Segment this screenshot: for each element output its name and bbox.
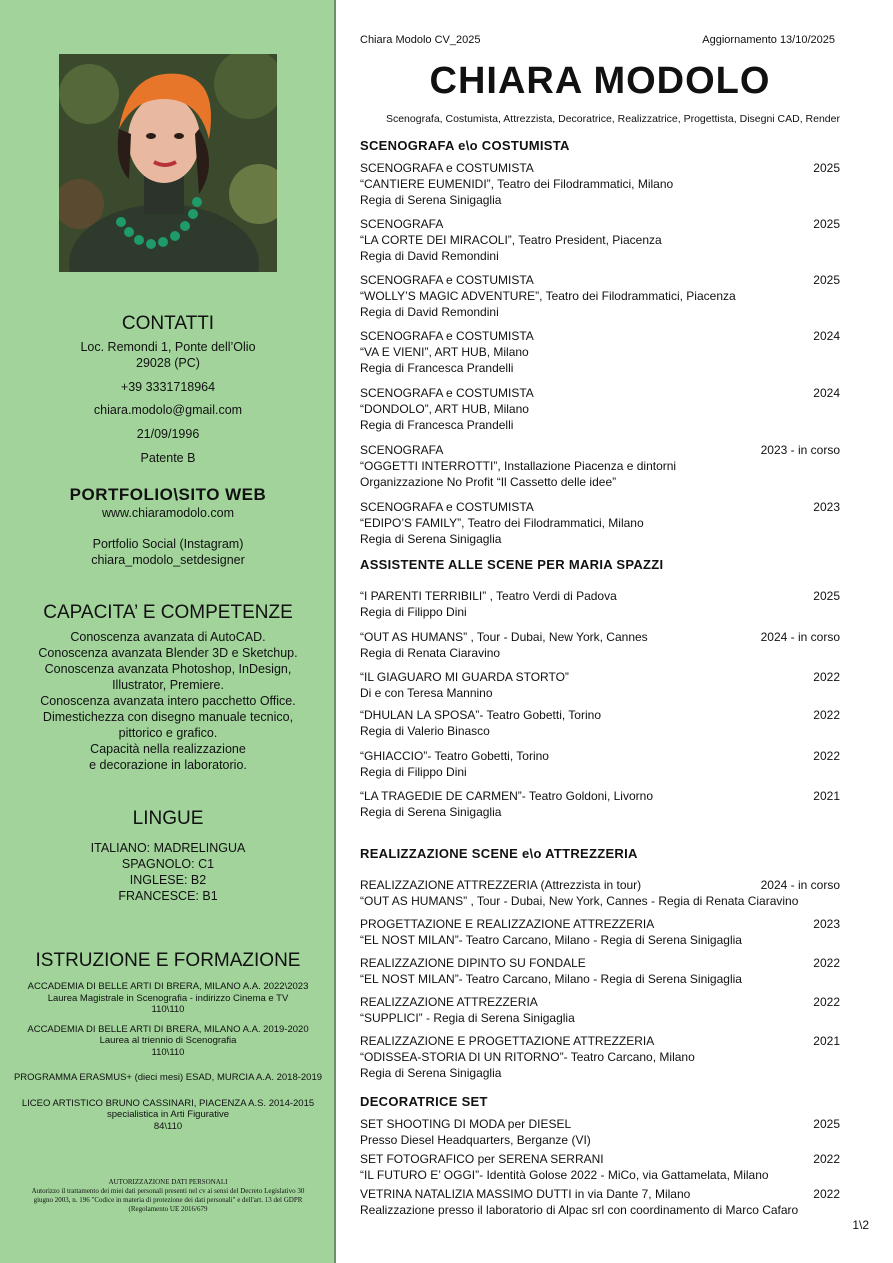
entry-year: 2025 (813, 589, 840, 603)
entry-year: 2023 - in corso (760, 443, 840, 457)
list-item (360, 216, 840, 264)
entry-year: 2023 (813, 500, 840, 514)
list-item (360, 328, 840, 376)
list-item (360, 955, 840, 987)
entry-detail: “ODISSEA-STORIA DI UN RITORNO”- Teatro Carcano, Milano (360, 1050, 695, 1064)
entry-detail: “EL NOST MILAN”- Teatro Carcano, Milano - Regia di Serena Sinigaglia (360, 933, 742, 947)
entry-role: SET SHOOTING DI MODA per DIESEL (360, 1117, 572, 1131)
list-item (360, 1116, 840, 1148)
entry-year: 2024 - in corso (760, 630, 840, 644)
contacts-title: CONTATTI (121, 313, 215, 334)
profile-photo (59, 54, 277, 272)
authorization-notice (0, 1178, 336, 1214)
language-line: SPAGNOLO: C1 (121, 857, 215, 871)
entry-director: Regia di Serena Sinigaglia (360, 193, 502, 207)
entry-year: 2024 - in corso (760, 878, 840, 892)
list-item (360, 877, 840, 909)
entry-detail: “OUT AS HUMANS” , Tour - Dubai, New York, Cannes - Regia di Renata Ciaravino (360, 894, 799, 908)
education-entry: PROGRAMMA ERASMUS+ (dieci mesi) ESAD, MURCIA A.A. 2018-2019 (13, 1072, 323, 1083)
entry-role: “LA TRAGEDIE DE CARMEN”- Teatro Goldoni, Livorno (360, 789, 653, 803)
entry-director: Regia di Serena Sinigaglia (360, 532, 502, 546)
entry-role: REALIZZAZIONE ATTREZZERIA (Attrezzista in tour) (360, 878, 642, 892)
list-item (360, 1186, 840, 1218)
list-item (360, 669, 840, 701)
skill-line: Dimestichezza con disegno manuale tecnico, (42, 710, 294, 724)
page-number: 1\2 (852, 1218, 869, 1232)
list-item (360, 1033, 840, 1081)
education-grade: 110\110 (151, 1046, 185, 1058)
entry-role: SCENOGRAFA e COSTUMISTA (360, 500, 534, 514)
portfolio-section (0, 485, 336, 568)
education-school: ACCADEMIA DI BELLE ARTI DI BRERA, MILANO A.A. 2022\2023 (27, 981, 309, 992)
list-item (360, 629, 840, 661)
education-title: ISTRUZIONE E FORMAZIONE (35, 950, 301, 971)
skill-line: Capacità nella realizzazione (90, 742, 246, 756)
entry-role: REALIZZAZIONE DIPINTO SU FONDALE (360, 956, 586, 970)
entry-detail: “WOLLY’S MAGIC ADVENTURE”, Teatro dei Filodrammatici, Piacenza (360, 289, 736, 303)
entry-year: 2025 (813, 1117, 840, 1131)
skill-line: pittorico e grafico. (118, 726, 218, 740)
entry-year: 2022 (813, 1152, 840, 1166)
entry-detail: “LA CORTE DEI MIRACOLI”, Teatro President, Piacenza (360, 233, 662, 247)
entry-detail: Regia di Serena Sinigaglia (360, 805, 502, 819)
entry-detail: Presso Diesel Headquarters, Berganze (VI) (360, 1133, 591, 1147)
entry-role: REALIZZAZIONE ATTREZZERIA (360, 995, 538, 1009)
languages-title: LINGUE (132, 808, 204, 829)
entry-year: 2022 (813, 956, 840, 970)
skill-line: Conoscenza avanzata di AutoCAD. (70, 630, 266, 644)
email[interactable]: chiara.modolo@gmail.com (93, 403, 243, 417)
education-entry (0, 1024, 336, 1059)
entry-detail: “DONDOLO”, ART HUB, Milano (360, 402, 529, 416)
education-degree: specialistica in Arti Figurative (107, 1109, 229, 1120)
education-grade: 84\110 (153, 1120, 183, 1132)
entry-year: 2022 (813, 1187, 840, 1201)
language-line: FRANCESCE: B1 (118, 889, 218, 903)
entry-detail: “IL FUTURO E’ OGGI”- Identità Golose 2022 - MiCo, via Gattamelata, Milano (360, 1168, 769, 1182)
entry-detail: “OGGETTI INTERROTTI”, Installazione Piacenza e dintorni (360, 459, 677, 473)
address-line-2: 29028 (PC) (136, 356, 200, 370)
entry-role: SCENOGRAFA e COSTUMISTA (360, 273, 534, 287)
education-degree: Laurea al triennio di Scenografia (99, 1035, 237, 1046)
entry-year: 2023 (813, 917, 840, 931)
entry-detail: “EDIPO’S FAMILY”, Teatro dei Filodrammatici, Milano (360, 516, 644, 530)
skill-line: e decorazione in laboratorio. (89, 758, 247, 772)
entry-year: 2024 (813, 329, 840, 343)
entry-director: Organizzazione No Profit “Il Cassetto delle idee” (360, 475, 617, 489)
entry-role: VETRINA NATALIZIA MASSIMO DUTTI in via Dante 7, Milano (360, 1187, 691, 1201)
entry-detail: Di e con Teresa Mannino (360, 686, 493, 700)
skills-section (0, 602, 336, 773)
entry-detail: “CANTIERE EUMENIDI”, Teatro dei Filodrammatici, Milano (360, 177, 674, 191)
list-item (360, 707, 840, 739)
entry-role: PROGETTAZIONE E REALIZZAZIONE ATTREZZERIA (360, 917, 655, 931)
skill-line: Conoscenza avanzata Photoshop, InDesign, (44, 662, 292, 676)
birth-date: 21/09/1996 (136, 427, 200, 441)
list-item (360, 160, 840, 208)
section-title: SCENOGRAFA e\o COSTUMISTA (360, 138, 570, 153)
entry-detail: “EL NOST MILAN”- Teatro Carcano, Milano - Regia di Serena Sinigaglia (360, 972, 742, 986)
roles-subtitle: Scenografa, Costumista, Attrezzista, Decoratrice, Realizzatrice, Progettista, Disegni CAD, Render (385, 113, 840, 125)
list-item (360, 499, 840, 547)
education-section (0, 950, 336, 1132)
entry-detail: “SUPPLICI” - Regia di Serena Sinigaglia (360, 1011, 575, 1025)
list-item (360, 385, 840, 433)
entry-role: SCENOGRAFA e COSTUMISTA (360, 329, 534, 343)
portfolio-social-handle[interactable]: chiara_modolo_setdesigner (91, 553, 245, 567)
section-title: DECORATRICE SET (360, 1094, 488, 1109)
driving-license: Patente B (140, 451, 196, 465)
address-line-1: Loc. Remondi 1, Ponte dell’Olio (80, 340, 256, 354)
entry-year: 2024 (813, 386, 840, 400)
sidebar (0, 0, 336, 1263)
entry-detail: Regia di Valerio Binasco (360, 724, 490, 738)
entry-role: REALIZZAZIONE E PROGETTAZIONE ATTREZZERIA (360, 1034, 655, 1048)
language-line: INGLESE: B2 (129, 873, 207, 887)
education-school: ACCADEMIA DI BELLE ARTI DI BRERA, MILANO A.A. 2019-2020 (27, 1023, 309, 1035)
list-item (360, 588, 840, 620)
section-title: REALIZZAZIONE SCENE e\o ATTREZZERIA (360, 846, 638, 861)
file-label: Chiara Modolo CV_2025 (360, 34, 481, 46)
entry-role: “GHIACCIO”- Teatro Gobetti, Torino (360, 749, 549, 763)
section-title: ASSISTENTE ALLE SCENE PER MARIA SPAZZI (360, 557, 664, 572)
entry-detail: Realizzazione presso il laboratorio di Alpac srl con coordinamento di Marco Cafaro (360, 1203, 799, 1217)
entry-role: “IL GIAGUARO MI GUARDA STORTO” (360, 670, 569, 684)
skill-line: Illustrator, Premiere. (112, 678, 224, 692)
entry-year: 2025 (813, 217, 840, 231)
entry-role: “OUT AS HUMANS” , Tour - Dubai, New York, Cannes (360, 630, 648, 644)
skill-line: Conoscenza avanzata Blender 3D e Sketchup. (38, 646, 298, 660)
list-item (360, 1151, 840, 1183)
entry-director: Regia di Francesca Prandelli (360, 418, 514, 432)
list-item (360, 788, 840, 820)
entry-role: “DHULAN LA SPOSA”- Teatro Gobetti, Torino (360, 708, 601, 722)
portfolio-website[interactable]: www.chiaramodolo.com (102, 506, 234, 520)
entry-director: Regia di Francesca Prandelli (360, 361, 514, 375)
list-item (360, 272, 840, 320)
entry-year: 2025 (813, 273, 840, 287)
entry-year: 2021 (813, 789, 840, 803)
page-title: CHIARA MODOLO (429, 60, 771, 102)
list-item (360, 916, 840, 948)
skills-title: CAPACITA’ E COMPETENZE (43, 602, 293, 623)
entry-role: “I PARENTI TERRIBILI” , Teatro Verdi di Padova (360, 589, 617, 603)
entry-role: SET FOTOGRAFICO per SERENA SERRANI (360, 1152, 604, 1166)
entry-year: 2025 (813, 161, 840, 175)
entry-role: SCENOGRAFA e COSTUMISTA (360, 386, 534, 400)
entry-role: SCENOGRAFA (360, 217, 444, 231)
skill-line: Conoscenza avanzata intero pacchetto Office. (40, 694, 296, 708)
portfolio-title: PORTFOLIO\SITO WEB (69, 485, 267, 504)
entry-detail: Regia di Renata Ciaravino (360, 646, 501, 660)
entry-role: SCENOGRAFA (360, 443, 444, 457)
portfolio-social-label: Portfolio Social (Instagram) (92, 537, 244, 551)
entry-detail: “VA E VIENI”, ART HUB, Milano (360, 345, 529, 359)
entry-year: 2022 (813, 749, 840, 763)
contacts-section (0, 313, 336, 466)
entry-director: Regia di Serena Sinigaglia (360, 1066, 502, 1080)
authorization-title: AUTORIZZAZIONE DATI PERSONALI (108, 1178, 228, 1186)
phone: +39 3331718964 (120, 380, 216, 394)
entry-role: SCENOGRAFA e COSTUMISTA (360, 161, 534, 175)
list-item (360, 442, 840, 490)
languages-section (0, 808, 336, 904)
education-degree: Laurea Magistrale in Scenografia - indirizzo Cinema e TV (47, 992, 289, 1004)
list-item (360, 748, 840, 780)
entry-director: Regia di David Remondini (360, 249, 499, 263)
entry-year: 2022 (813, 708, 840, 722)
authorization-text: Autorizzo il trattamento dei miei dati personali presenti nel cv ai sensi del Decreto Legislativo 30 giugno 2003, n. 196 "Codice in materia di protezione dei dati personali" e dell'art. 13 del GDPR (Regolamento UE 2016/679 (31, 1187, 305, 1213)
education-entry (0, 981, 336, 1016)
education-entry (0, 1098, 336, 1133)
list-item (360, 994, 840, 1026)
entry-year: 2022 (813, 995, 840, 1009)
entry-year: 2022 (813, 670, 840, 684)
entry-year: 2021 (813, 1034, 840, 1048)
entry-detail: Regia di Filippo Dini (360, 765, 467, 779)
entry-director: Regia di David Remondini (360, 305, 499, 319)
update-date: Aggiornamento 13/10/2025 (702, 34, 835, 46)
entry-detail: Regia di Filippo Dini (360, 605, 467, 619)
education-grade: 110\110 (151, 1004, 185, 1015)
language-line: ITALIANO: MADRELINGUA (90, 841, 246, 855)
education-school: LICEO ARTISTICO BRUNO CASSINARI, PIACENZA A.S. 2014-2015 (21, 1097, 315, 1109)
